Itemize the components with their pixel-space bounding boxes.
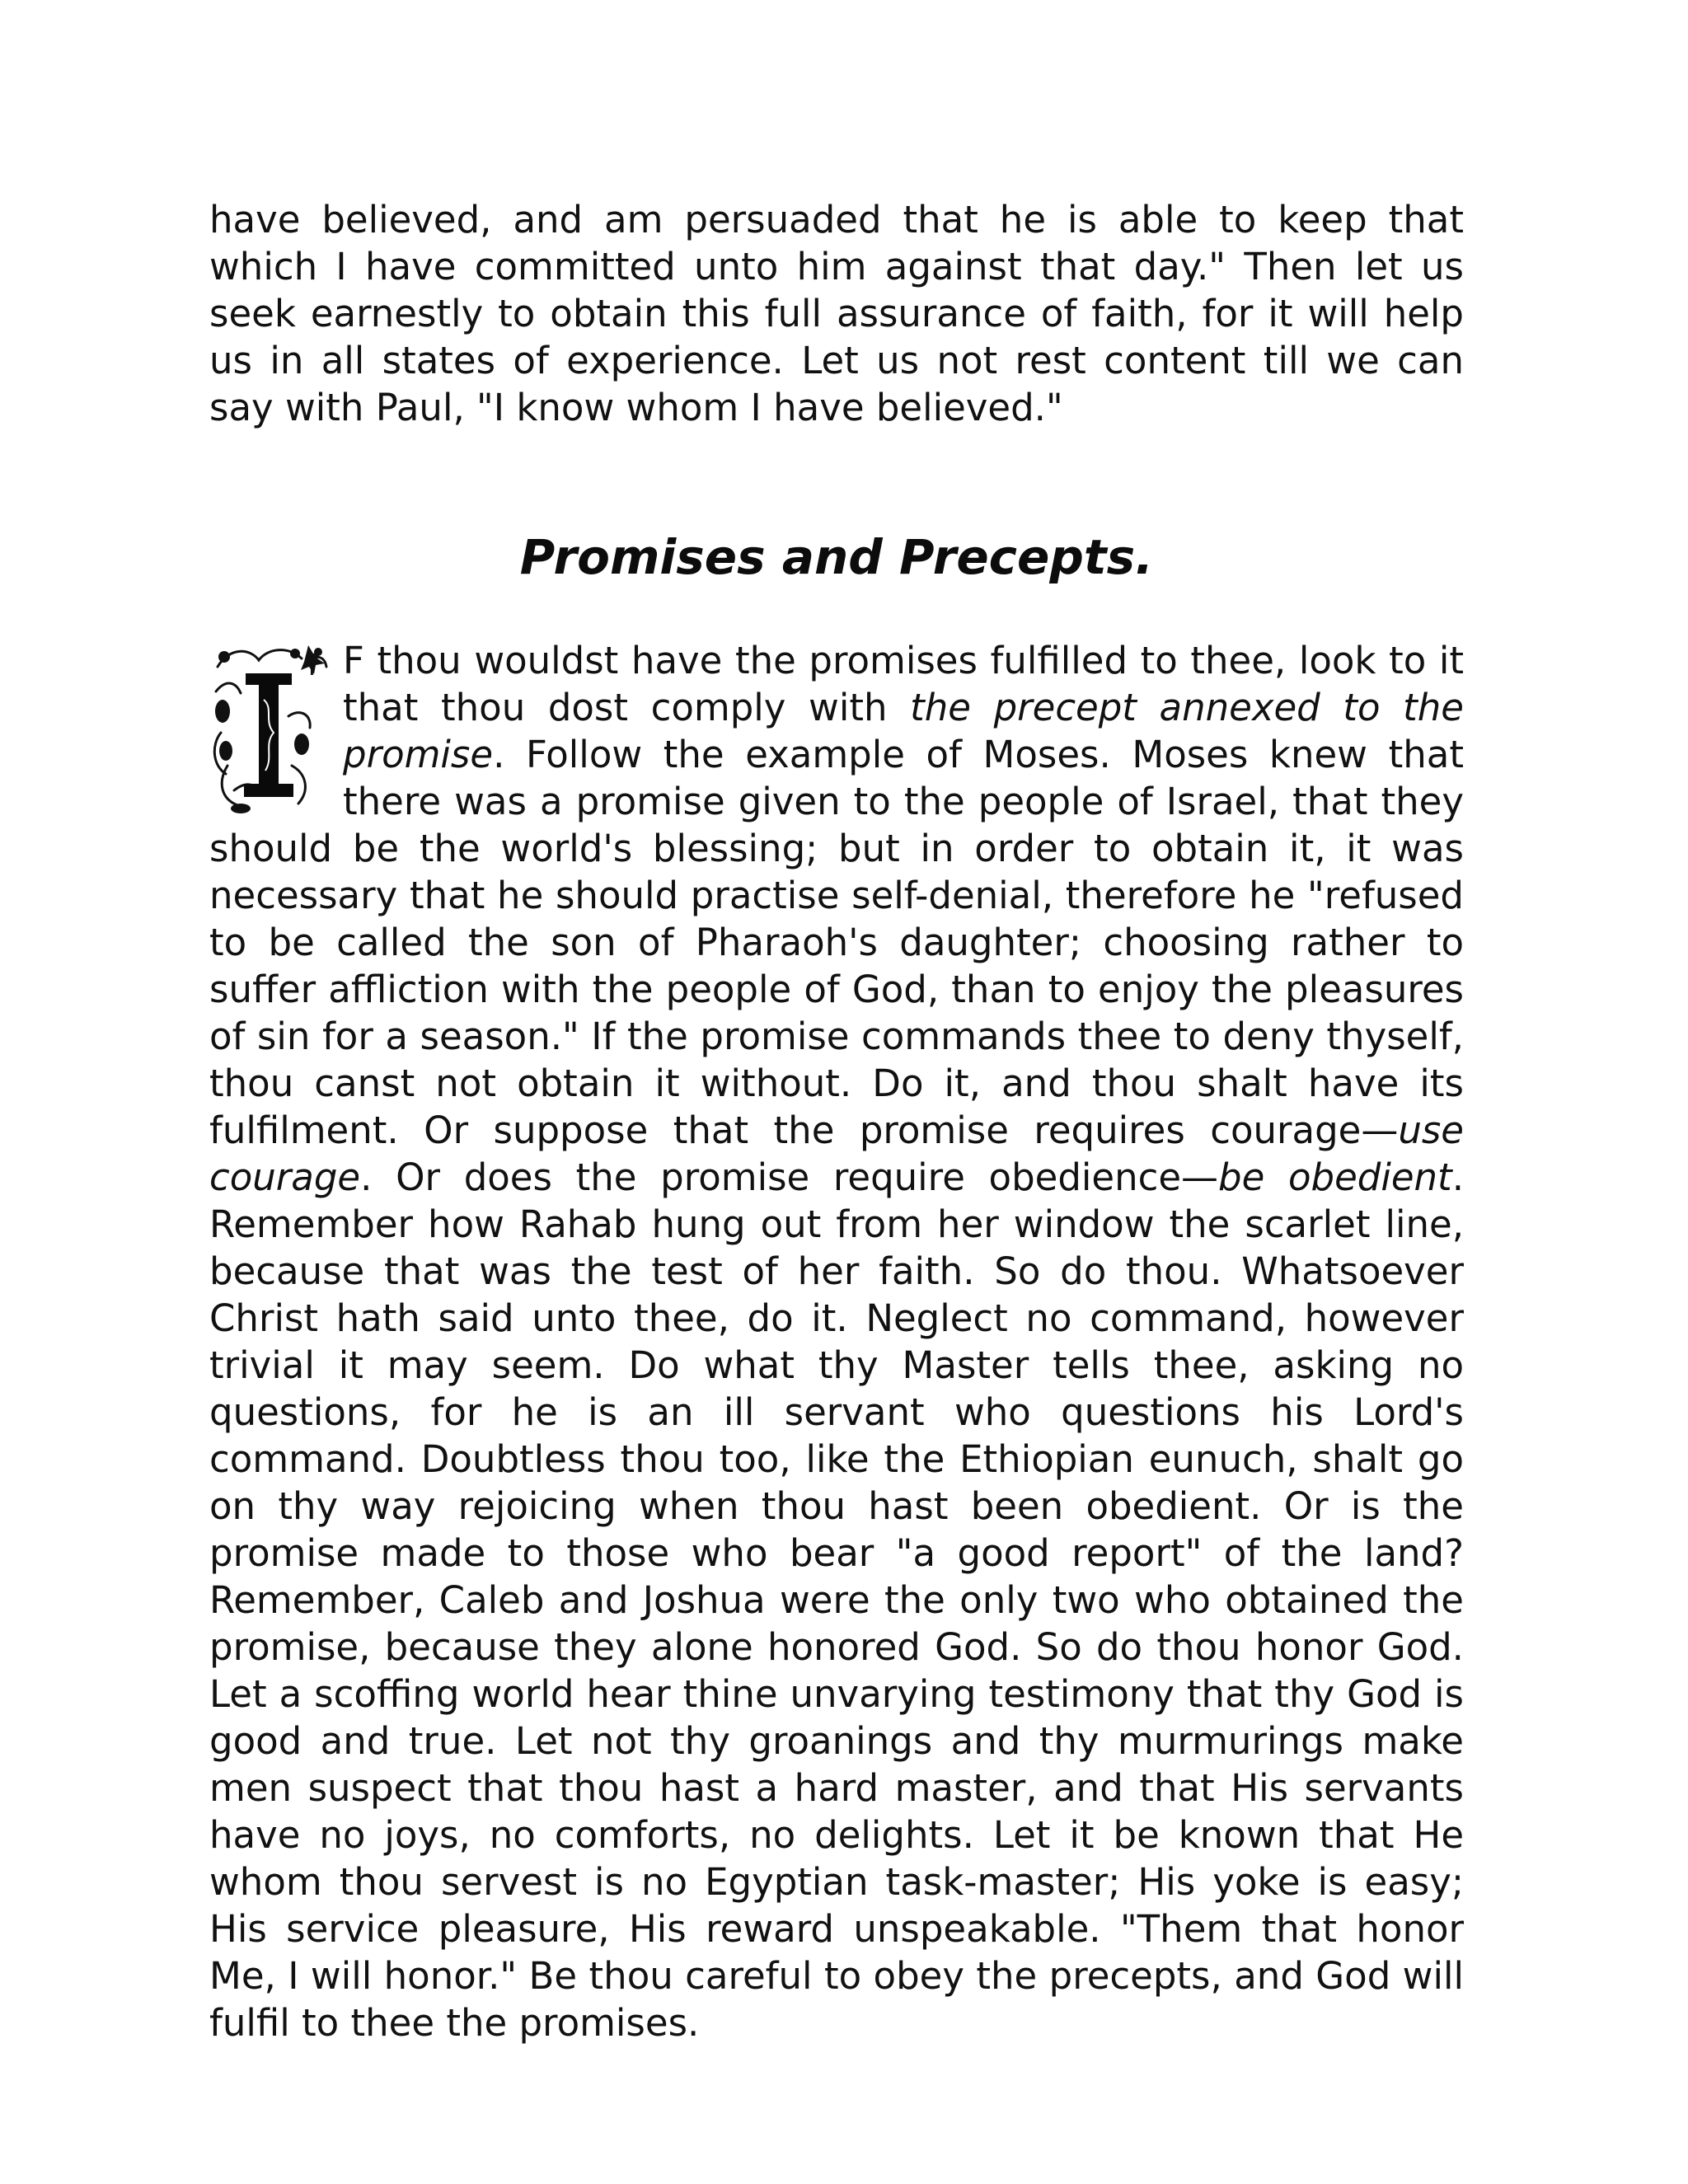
section-heading: Promises and Precepts.: [519, 529, 1154, 585]
body-text: . Or does the promise require obedience—: [360, 1155, 1219, 1199]
emphasis-obedient: be obedient: [1218, 1155, 1452, 1199]
dropcap-letter: I: [308, 653, 316, 682]
emphasis-precept: the precept annexed to the promise: [343, 686, 1464, 776]
body-text: . Remember how Rahab hung out from her window the scarlet line, because that was the test of her faith. So do thou. Whatsoever Christ hath said unto thee, do it. Neglect no command, however trivial it may seem. Do what thy Master tells thee, asking no questions, for he is an ill servant who questions his Lord's command. Doubtless thou too, like the Ethiopian eunuch, shalt go on thy way rejoicing when thou hast been obedient. Or is the promise made to those who bear "a good report" of the land? Remember, Caleb and Joshua were the only two who obtained the promise, because they alone honored God. So do thou honor God. Let a scoffing world hear thine unvarying testimony that thy God is good and true. Let not thy groanings and thy murmurings make men suspect that thou hast a hard master, and that His servants have no joys, no comforts, no delights. Let it be known that He whom thou servest is no Egyptian task-master; His yoke is easy; His service pleasure, His reward unspeakable. "Them that honor Me, I will honor." Be thou careful to obey the precepts, and God will fulfil to thee the promises.: [209, 1155, 1464, 2045]
body-text: . Follow the example of Moses. Moses knew that there was a promise given to the people of Israel, that they should be the world's blessing; but in order to obtain it, it was necessary that he should practise self-denial, therefore he "refused to be called the son of Pharaoh's daughter; choosing rather to suffer affliction with the people of God, than to enjoy the pleasures of sin for a season." If the promise commands thee to deny thyself, thou canst not obtain it without. Do it, and thou shalt have its fulfilment. Or suppose that the promise requires courage—: [209, 733, 1464, 1152]
body-text: F thou wouldst have the promises fulfilled to thee, look to it that thou dost comply with: [343, 639, 1464, 729]
ornamental-dropcap-icon: [209, 642, 330, 817]
emphasis-courage: use courage: [209, 1108, 1464, 1199]
intro-paragraph: have believed, and am persuaded that he is able to keep that which I have committed unto him against that day." Then let us seek earnestly to obtain this full assurance of faith, for it will help us in all states of experience. Let us not rest content till we can say with Paul, "I know whom I have believed.": [209, 198, 1464, 429]
body-paragraph: [209, 637, 1464, 2046]
document-page: [209, 196, 1464, 2046]
